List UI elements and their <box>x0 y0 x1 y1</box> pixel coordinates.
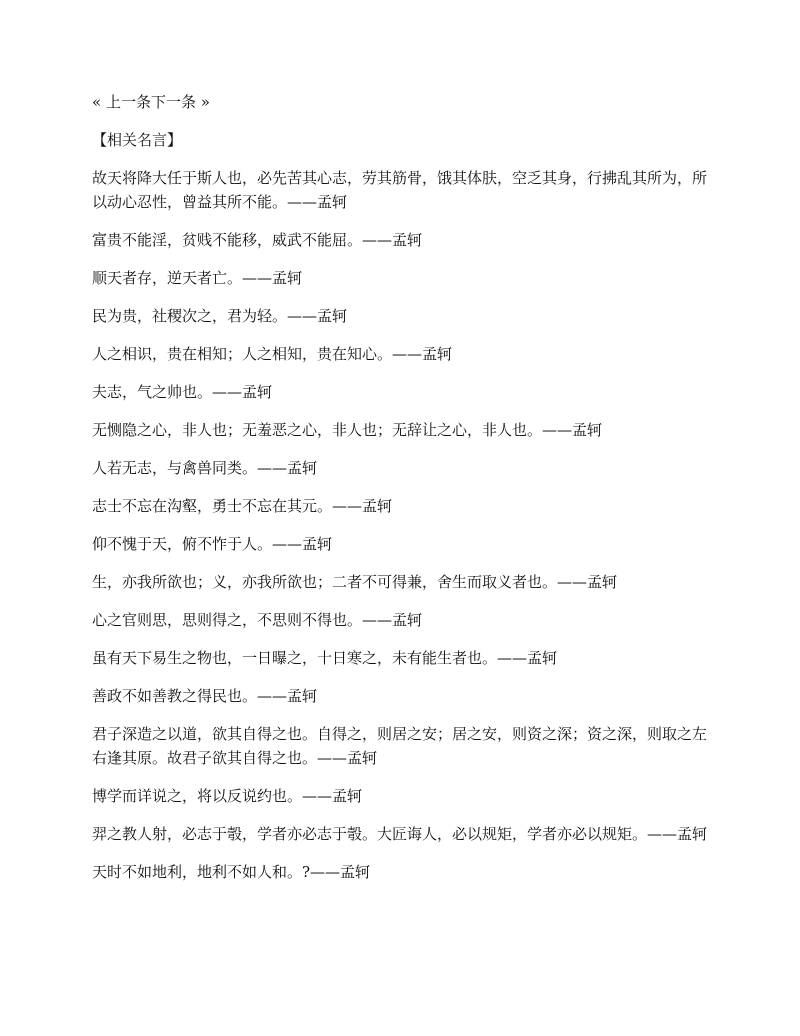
quote-item: 仰不愧于天，俯不怍于人。——孟轲 <box>92 535 333 553</box>
quote-item: 善政不如善教之得民也。——孟轲 <box>92 687 318 705</box>
quote-item: 民为贵，社稷次之，君为轻。——孟轲 <box>92 307 348 325</box>
section-title: 【相关名言】 <box>92 131 183 149</box>
quote-item: 心之官则思，思则得之，不思则不得也。——孟轲 <box>92 611 423 629</box>
quote-item: 人之相识，贵在相知；人之相知，贵在知心。——孟轲 <box>92 345 453 363</box>
quote-item: 博学而详说之，将以反说约也。——孟轲 <box>92 787 363 805</box>
next-arrow[interactable]: » <box>195 93 210 111</box>
quote-item: 虽有天下易生之物也，一日曝之，十日寒之，未有能生者也。——孟轲 <box>92 649 558 667</box>
quote-item: 羿之教人射，必志于彀，学者亦必志于彀。大匠诲人，必以规矩，学者亦必以规矩。——孟轲 <box>92 825 708 843</box>
quote-item: 志士不忘在沟壑，勇士不忘在其元。——孟轲 <box>92 497 393 515</box>
next-link[interactable]: 下一条 <box>150 93 196 111</box>
quote-item: 顺天者存，逆天者亡。——孟轲 <box>92 269 303 287</box>
prev-link[interactable]: 上一条 <box>101 93 151 111</box>
quote-item: 夫志，气之帅也。——孟轲 <box>92 383 273 401</box>
quote-item: 故天将降大任于斯人也，必先苦其心志，劳其筋骨，饿其体肤，空乏其身，行拂乱其所为，所以动心忍性，曾益其所不能。——孟轲 <box>92 169 708 211</box>
quote-item: 生，亦我所欲也；义，亦我所欲也；二者不可得兼，舍生而取义者也。——孟轲 <box>92 573 618 591</box>
document-page <box>92 90 710 898</box>
quote-item: 富贵不能淫，贫贱不能移，威武不能屈。——孟轲 <box>92 231 423 249</box>
quote-item: 无恻隐之心，非人也；无羞恶之心，非人也；无辞让之心，非人也。——孟轲 <box>92 421 603 439</box>
prev-arrow[interactable]: « <box>92 93 102 111</box>
quote-item: 君子深造之以道，欲其自得之也。自得之，则居之安；居之安，则资之深；资之深，则取之左右逢其原。故君子欲其自得之也。——孟轲 <box>92 725 708 767</box>
quote-item: 天时不如地利，地利不如人和。?——孟轲 <box>92 863 371 881</box>
quote-item: 人若无志，与禽兽同类。——孟轲 <box>92 459 318 477</box>
quote-list <box>92 166 710 884</box>
quote-navigation <box>92 90 710 114</box>
